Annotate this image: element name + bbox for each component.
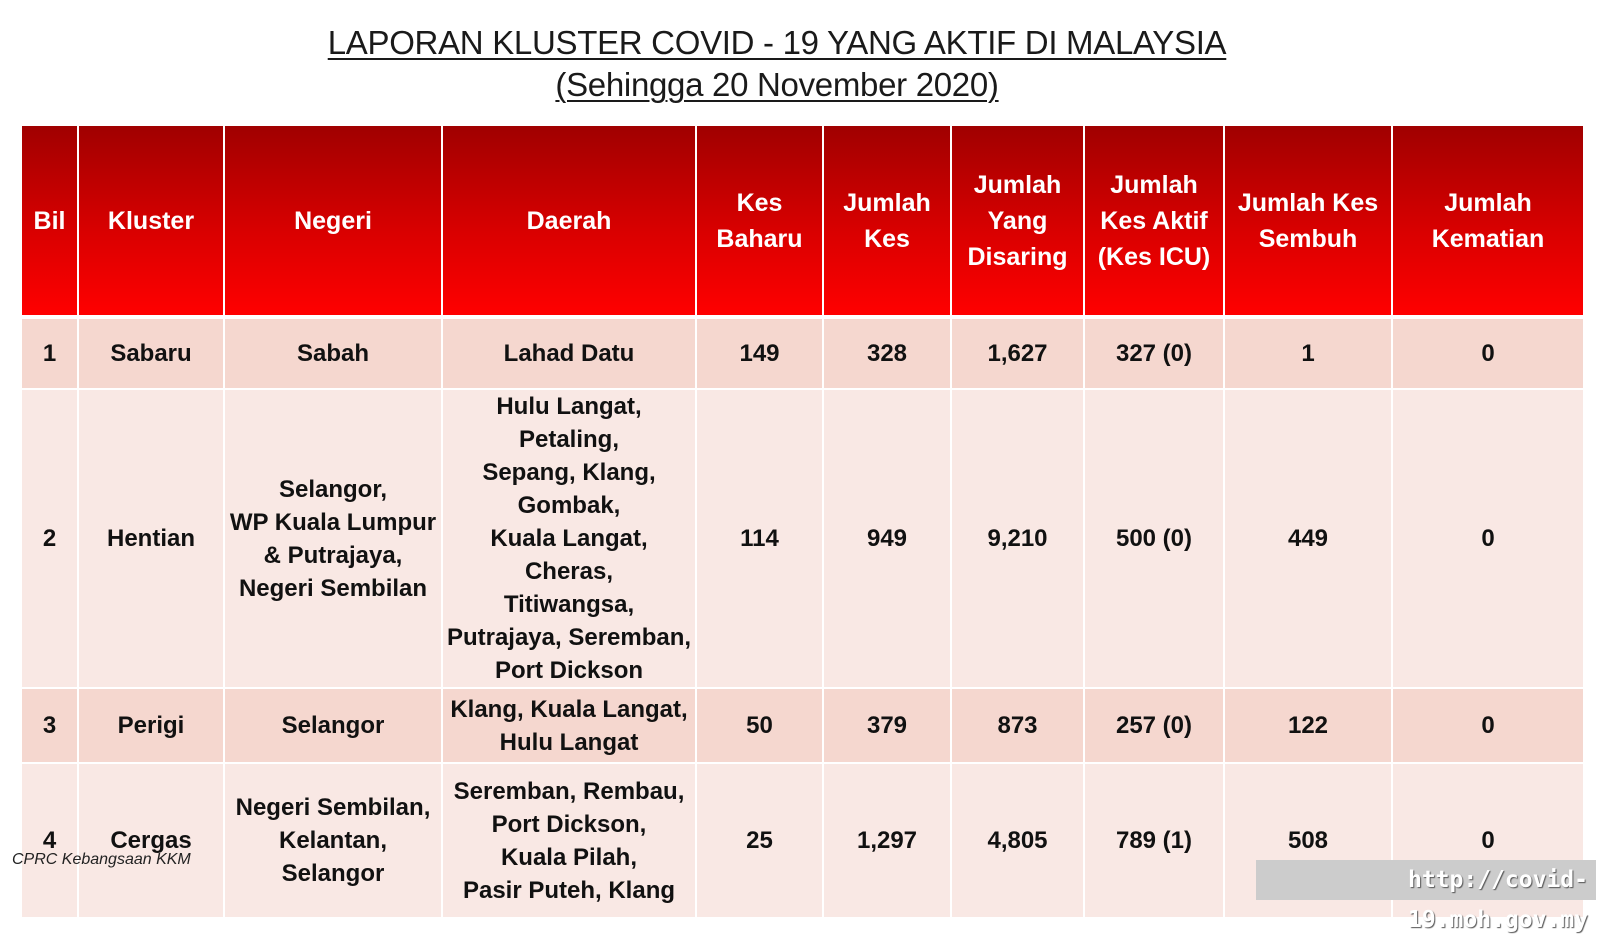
cell-kematian: 0 bbox=[1392, 389, 1584, 688]
cell-kes-aktif: 500 (0) bbox=[1084, 389, 1224, 688]
header-daerah: Daerah bbox=[442, 125, 696, 317]
cell-kes-sembuh: 1 bbox=[1224, 317, 1392, 389]
cell-daerah: Hulu Langat, Petaling, Sepang, Klang, Gombak, Kuala Langat, Cheras, Titiwangsa, Putrajaya, Seremban, Port Dickson bbox=[442, 389, 696, 688]
cell-daerah: Lahad Datu bbox=[442, 317, 696, 389]
cell-negeri: Selangor bbox=[224, 688, 442, 763]
cell-bil: 4 bbox=[21, 763, 78, 918]
cell-kes-baharu: 114 bbox=[696, 389, 823, 688]
report-title bbox=[0, 22, 1554, 106]
cell-kluster: Perigi bbox=[78, 688, 224, 763]
cell-kluster: Hentian bbox=[78, 389, 224, 688]
table-row bbox=[21, 317, 1584, 389]
cell-kes-sembuh: 508 bbox=[1224, 763, 1392, 918]
table-header-row bbox=[21, 125, 1584, 317]
cell-kluster: Cergas bbox=[78, 763, 224, 918]
header-jumlah-kes-aktif: Jumlah Kes Aktif (Kes ICU) bbox=[1084, 125, 1224, 317]
cell-bil: 2 bbox=[21, 389, 78, 688]
cell-jumlah-disaring: 1,627 bbox=[951, 317, 1084, 389]
cell-jumlah-disaring: 873 bbox=[951, 688, 1084, 763]
cell-kes-baharu: 50 bbox=[696, 688, 823, 763]
header-jumlah-disaring: Jumlah Yang Disaring bbox=[951, 125, 1084, 317]
header-negeri: Negeri bbox=[224, 125, 442, 317]
header-jumlah-kes-sembuh: Jumlah Kes Sembuh bbox=[1224, 125, 1392, 317]
cell-jumlah-kes: 949 bbox=[823, 389, 951, 688]
cell-kes-sembuh: 122 bbox=[1224, 688, 1392, 763]
cell-jumlah-kes: 1,297 bbox=[823, 763, 951, 918]
cell-kes-aktif: 257 (0) bbox=[1084, 688, 1224, 763]
cell-jumlah-disaring: 9,210 bbox=[951, 389, 1084, 688]
cell-jumlah-kes: 379 bbox=[823, 688, 951, 763]
cell-negeri: Sabah bbox=[224, 317, 442, 389]
header-kluster: Kluster bbox=[78, 125, 224, 317]
cell-jumlah-disaring: 4,805 bbox=[951, 763, 1084, 918]
cell-kes-baharu: 25 bbox=[696, 763, 823, 918]
header-jumlah-kematian: Jumlah Kematian bbox=[1392, 125, 1584, 317]
cell-jumlah-kes: 328 bbox=[823, 317, 951, 389]
cell-negeri: Selangor, WP Kuala Lumpur & Putrajaya, Negeri Sembilan bbox=[224, 389, 442, 688]
cell-bil: 3 bbox=[21, 688, 78, 763]
header-kes-baharu: Kes Baharu bbox=[696, 125, 823, 317]
cell-kluster: Sabaru bbox=[78, 317, 224, 389]
website-url-watermark: http://covid-19.moh.gov.my bbox=[1256, 860, 1596, 900]
cell-bil: 1 bbox=[21, 317, 78, 389]
cell-kematian: 0 bbox=[1392, 317, 1584, 389]
table-row bbox=[21, 389, 1584, 688]
cell-kematian: 0 bbox=[1392, 763, 1584, 918]
cell-kes-baharu: 149 bbox=[696, 317, 823, 389]
cluster-table bbox=[20, 124, 1585, 919]
source-credit: CPRC Kebangsaan KKM bbox=[12, 851, 191, 868]
title-line-2: (Sehingga 20 November 2020) bbox=[555, 66, 999, 103]
cell-kes-aktif: 789 (1) bbox=[1084, 763, 1224, 918]
header-bil: Bil bbox=[21, 125, 78, 317]
cell-negeri: Negeri Sembilan, Kelantan, Selangor bbox=[224, 763, 442, 918]
cell-daerah: Klang, Kuala Langat, Hulu Langat bbox=[442, 688, 696, 763]
cell-daerah: Seremban, Rembau, Port Dickson, Kuala Pilah, Pasir Puteh, Klang bbox=[442, 763, 696, 918]
header-jumlah-kes: Jumlah Kes bbox=[823, 125, 951, 317]
title-line-1: LAPORAN KLUSTER COVID - 19 YANG AKTIF DI MALAYSIA bbox=[327, 24, 1227, 61]
table-row bbox=[21, 688, 1584, 763]
cell-kes-aktif: 327 (0) bbox=[1084, 317, 1224, 389]
cell-kes-sembuh: 449 bbox=[1224, 389, 1392, 688]
cell-kematian: 0 bbox=[1392, 688, 1584, 763]
